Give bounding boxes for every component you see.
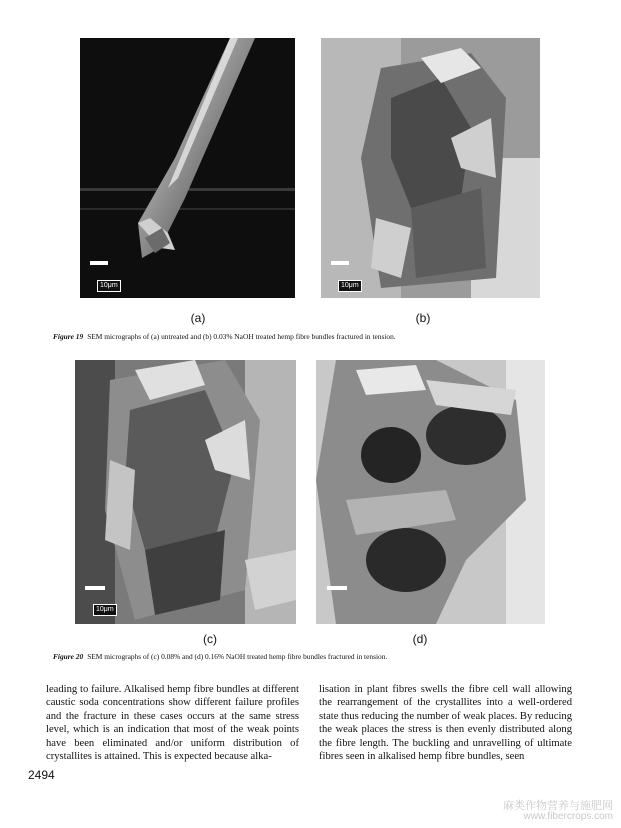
sem-micrograph-a [80,38,295,298]
sem-micrograph-d [316,360,545,624]
watermark-line1: 麻类作物营养与施肥网 [503,800,613,812]
panel-label-d: (d) [412,632,428,646]
scale-label-b: 10μm [338,280,362,292]
scale-bar-a [90,261,108,265]
panel-label-a: (a) [190,311,206,325]
scale-label-c: 10μm [93,604,117,616]
figure-19-caption [53,332,396,342]
scale-bar-c [85,586,105,590]
sem-micrograph-c [75,360,296,624]
watermark-line2: www.fibercrops.com [523,811,613,822]
figure-20-caption-text: SEM micrographs of (c) 0.08% and (d) 0.16% NaOH treated hemp fibre bundles fractured in tension. [87,652,388,661]
body-text-left-column: leading to failure. Alkalised hemp fibre bundles at different caustic soda concentrations show different failure profiles and the fracture in these cases occurs at the same stress level, which is an indication that most of the weak points have been eliminated and/or uniform distribution of crystallites is attained. This is expected because alka- [46,684,299,763]
scale-bar-d [327,586,347,590]
figure-19-caption-prefix: Figure 19 [53,332,84,341]
figure-20-caption-prefix: Figure 20 [53,652,84,661]
scale-bar-b [331,261,349,265]
sem-micrograph-b [321,38,540,298]
scale-label-a: 10μm [97,280,121,292]
body-text-right-column: lisation in plant fibres swells the fibre cell wall allowing the rearrangement of the crystallites into a well-ordered state thus reducing the number of weak places. By reducing the weak places the stress is then evenly distributed along the fibre length. The buckling and unravelling of ultimate fibres seen in alkalised hemp fibre bundles, seen [319,684,572,763]
panel-label-b: (b) [415,311,431,325]
figure-19-caption-text: SEM micrographs of (a) untreated and (b) 0.03% NaOH treated hemp fibre bundles fractured in tension. [87,332,396,341]
figure-20-caption [53,652,387,662]
panel-label-c: (c) [203,632,217,646]
page-number: 2494 [28,768,55,782]
